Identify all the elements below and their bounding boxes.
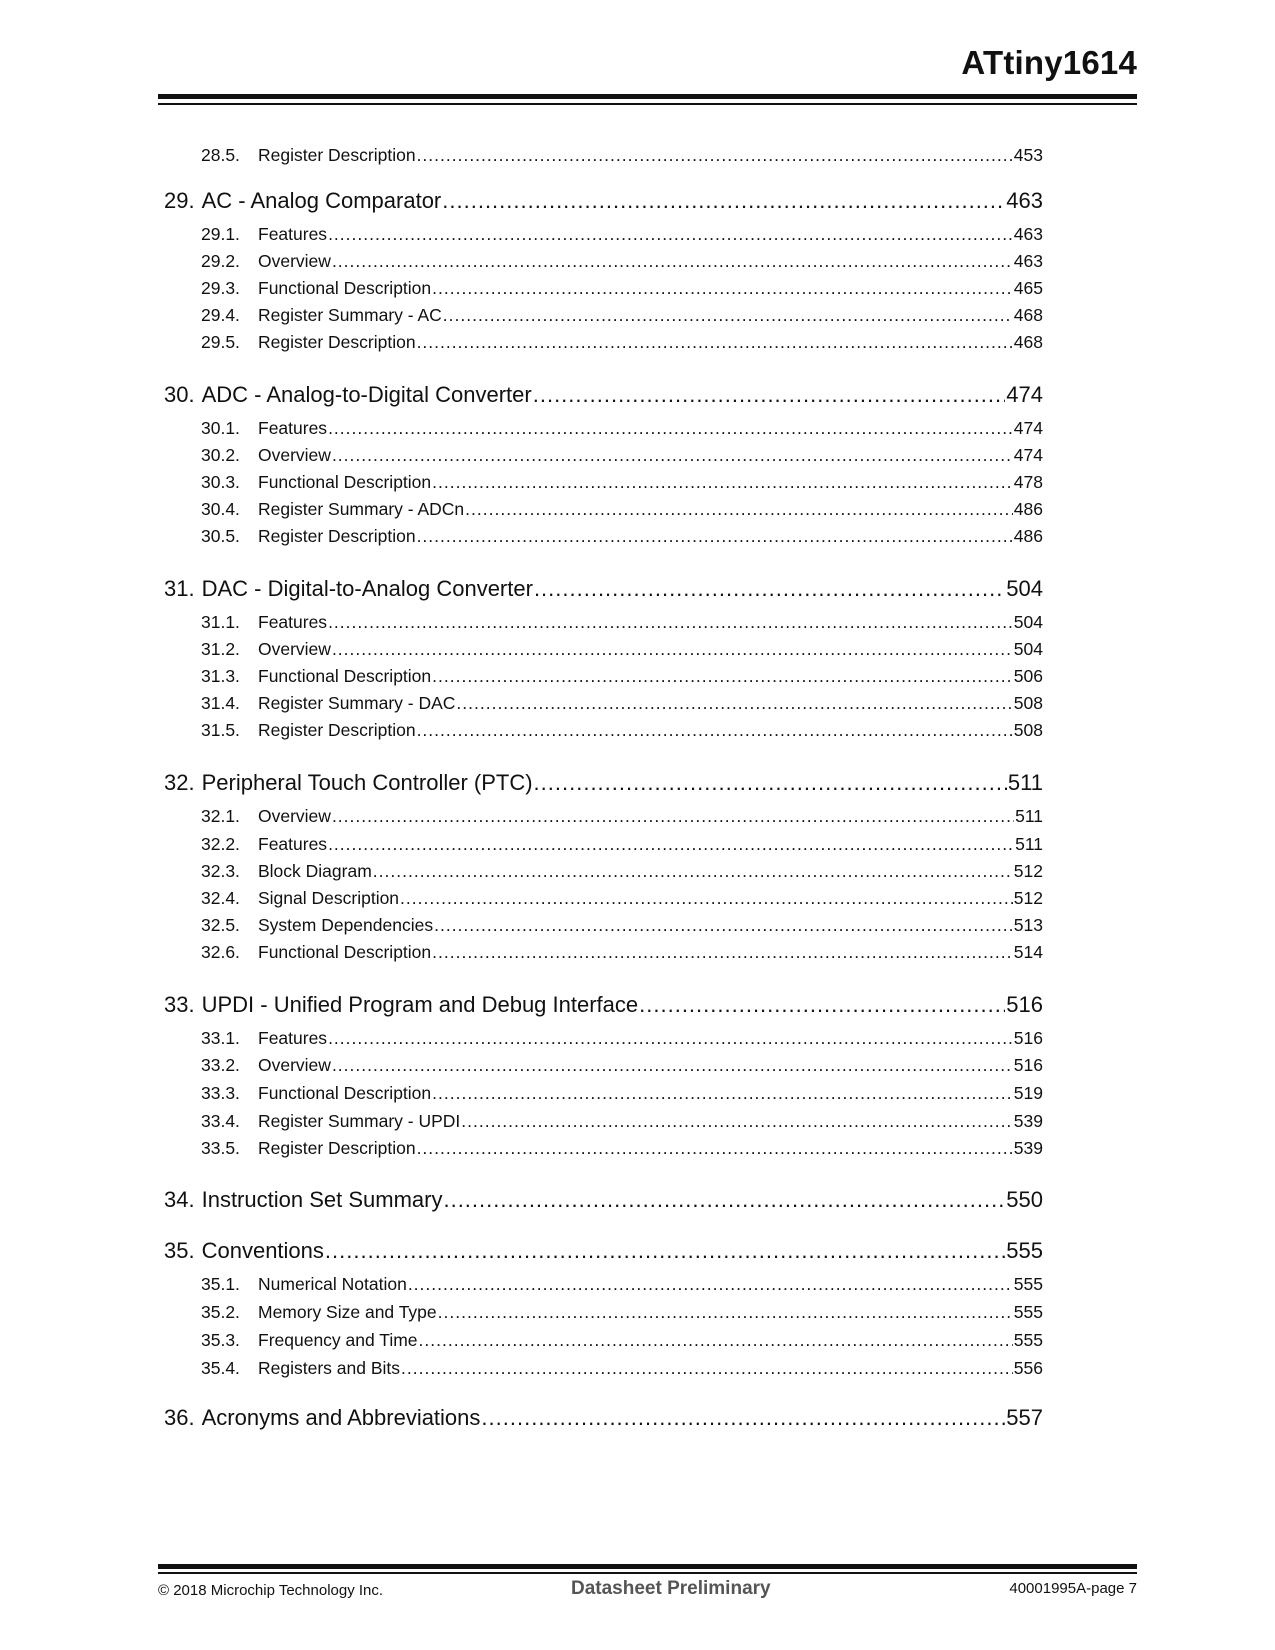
toc-chapter[interactable]: 31. DAC - Digital-to-Analog Converter ..... 504 <box>164 576 1043 604</box>
document-title: ATtiny1614 <box>961 44 1137 81</box>
page-number: 40001995A-page 7 <box>1009 1580 1137 1597</box>
toc-chapter[interactable]: 35. Conventions ..... 555 <box>164 1238 1043 1266</box>
toc-chapter[interactable]: 34. Instruction Set Summary ..... 550 <box>164 1187 1043 1215</box>
toc-entry[interactable]: 31.3. Functional Description ..... 506 <box>201 666 1043 688</box>
toc-entry[interactable]: 32.1. Overview ..... 511 <box>201 806 1043 828</box>
toc-chapter[interactable]: 29. AC - Analog Comparator ..... 463 <box>164 188 1043 216</box>
toc-entry[interactable]: 29.3. Functional Description ..... 465 <box>201 278 1043 300</box>
toc-entry[interactable]: 32.2. Features ..... 511 <box>201 834 1043 856</box>
toc-entry[interactable]: 35.2. Memory Size and Type ..... 555 <box>201 1302 1043 1324</box>
footer-rule-thick <box>158 1564 1137 1569</box>
toc-chapter[interactable]: 32. Peripheral Touch Controller (PTC) ..... 511 <box>164 770 1043 798</box>
toc-entry[interactable]: 30.3. Functional Description ..... 478 <box>201 472 1043 494</box>
toc-entry[interactable]: 29.1. Features ..... 463 <box>201 224 1043 246</box>
toc-entry[interactable]: 30.5. Register Description ..... 486 <box>201 526 1043 548</box>
toc-entry[interactable]: 30.1. Features ..... 474 <box>201 418 1043 440</box>
toc-entry[interactable]: 31.4. Register Summary - DAC ..... 508 <box>201 693 1043 715</box>
toc-entry[interactable]: 32.5. System Dependencies ..... 513 <box>201 915 1043 937</box>
toc-entry[interactable]: 33.3. Functional Description ..... 519 <box>201 1083 1043 1105</box>
toc-entry[interactable]: 32.3. Block Diagram ..... 512 <box>201 861 1043 883</box>
header-rule-thick <box>158 94 1137 99</box>
copyright: © 2018 Microchip Technology Inc. <box>158 1582 384 1599</box>
toc-entry[interactable]: 33.4. Register Summary - UPDI ..... 539 <box>201 1111 1043 1133</box>
toc-entry[interactable]: 33.1. Features ..... 516 <box>201 1028 1043 1050</box>
toc-entry[interactable]: 30.4. Register Summary - ADCn ..... 486 <box>201 499 1043 521</box>
toc-entry[interactable]: 28.5. Register Description ..... 453 <box>201 145 1043 167</box>
toc-entry[interactable]: 29.4. Register Summary - AC ..... 468 <box>201 305 1043 327</box>
toc-entry[interactable]: 31.2. Overview ..... 504 <box>201 639 1043 661</box>
toc-entry[interactable]: 33.5. Register Description ..... 539 <box>201 1138 1043 1160</box>
footer-rule-thin <box>158 1572 1137 1574</box>
toc-entry[interactable]: 32.6. Functional Description ..... 514 <box>201 942 1043 964</box>
header-rule-thin <box>158 103 1137 105</box>
toc-entry[interactable]: 29.2. Overview ..... 463 <box>201 251 1043 273</box>
toc-chapter[interactable]: 30. ADC - Analog-to-Digital Converter ..... 474 <box>164 382 1043 410</box>
toc-entry[interactable]: 31.5. Register Description ..... 508 <box>201 720 1043 742</box>
toc-entry[interactable]: 35.4. Registers and Bits ..... 556 <box>201 1358 1043 1380</box>
toc-entry[interactable]: 29.5. Register Description ..... 468 <box>201 332 1043 354</box>
toc-entry[interactable]: 35.3. Frequency and Time ..... 555 <box>201 1330 1043 1352</box>
toc-chapter[interactable]: 33. UPDI - Unified Program and Debug Interface ..... 516 <box>164 992 1043 1020</box>
toc-chapter[interactable]: 36. Acronyms and Abbreviations ..... 557 <box>164 1405 1043 1433</box>
toc-entry[interactable]: 31.1. Features ..... 504 <box>201 612 1043 634</box>
toc-entry[interactable]: 30.2. Overview ..... 474 <box>201 445 1043 467</box>
document-status: Datasheet Preliminary <box>571 1578 771 1599</box>
toc-entry[interactable]: 33.2. Overview ..... 516 <box>201 1055 1043 1077</box>
toc-entry[interactable]: 32.4. Signal Description ..... 512 <box>201 888 1043 910</box>
toc-entry[interactable]: 35.1. Numerical Notation ..... 555 <box>201 1274 1043 1296</box>
